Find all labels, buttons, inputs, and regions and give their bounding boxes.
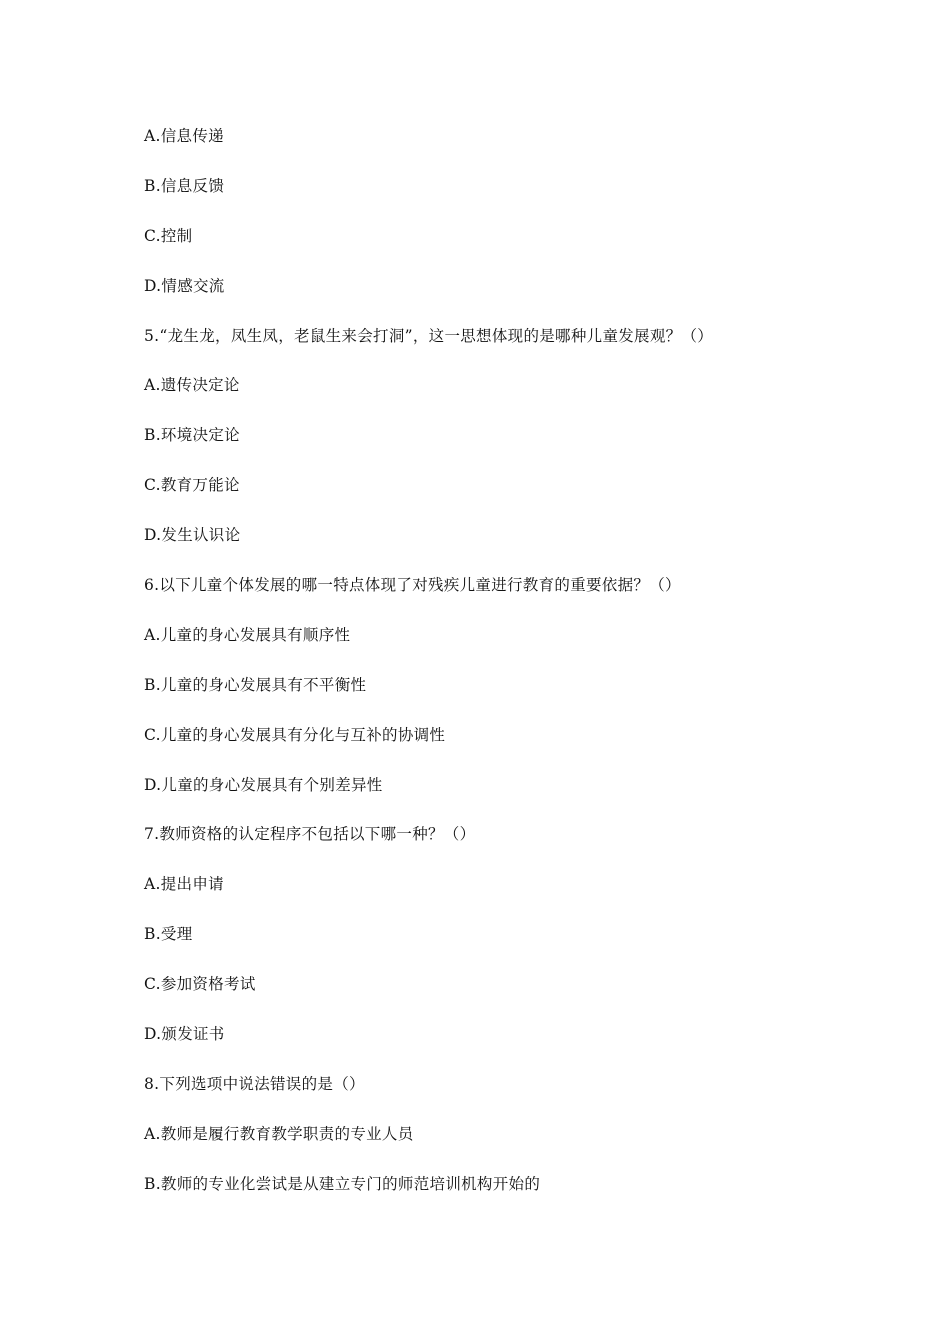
question-5: 5.“龙生龙，凤生凤，老鼠生来会打洞”，这一思想体现的是哪种儿童发展观？（） <box>144 326 714 345</box>
option-c-q5: C.教育万能论 <box>144 476 240 495</box>
option-b-q4: B.信息反馈 <box>144 176 225 195</box>
option-a-q8: A.教师是履行教育教学职责的专业人员 <box>144 1124 414 1143</box>
option-b-q7: B.受理 <box>144 925 193 944</box>
option-b-q8: B.教师的专业化尝试是从建立专门的师范培训机构开始的 <box>144 1174 541 1193</box>
option-b-q5: B.环境决定论 <box>144 426 240 445</box>
option-c-q7: C.参加资格考试 <box>144 975 256 994</box>
option-a-q5: A.遗传决定论 <box>144 376 240 395</box>
question-7: 7.教师资格的认定程序不包括以下哪一种？（） <box>144 825 476 844</box>
option-d-q4: D.情感交流 <box>144 276 225 295</box>
option-b-q6: B.儿童的身心发展具有不平衡性 <box>144 675 367 694</box>
option-c-q4: C.控制 <box>144 226 193 245</box>
question-list <box>144 124 824 1222</box>
option-a-q4: A.信息传递 <box>144 127 224 145</box>
option-d-q6: D.儿童的身心发展具有个别差异性 <box>144 775 383 794</box>
option-c-q6: C.儿童的身心发展具有分化与互补的协调性 <box>144 725 446 744</box>
option-d-q5: D.发生认识论 <box>144 526 241 545</box>
option-d-q7: D.颁发证书 <box>144 1025 225 1044</box>
question-6: 6.以下儿童个体发展的哪一特点体现了对残疾儿童进行教育的重要依据？（） <box>144 576 681 595</box>
option-a-q6: A.儿童的身心发展具有顺序性 <box>144 625 351 644</box>
question-8: 8.下列选项中说法错误的是（） <box>144 1074 365 1093</box>
option-a-q7: A.提出申请 <box>144 875 224 894</box>
